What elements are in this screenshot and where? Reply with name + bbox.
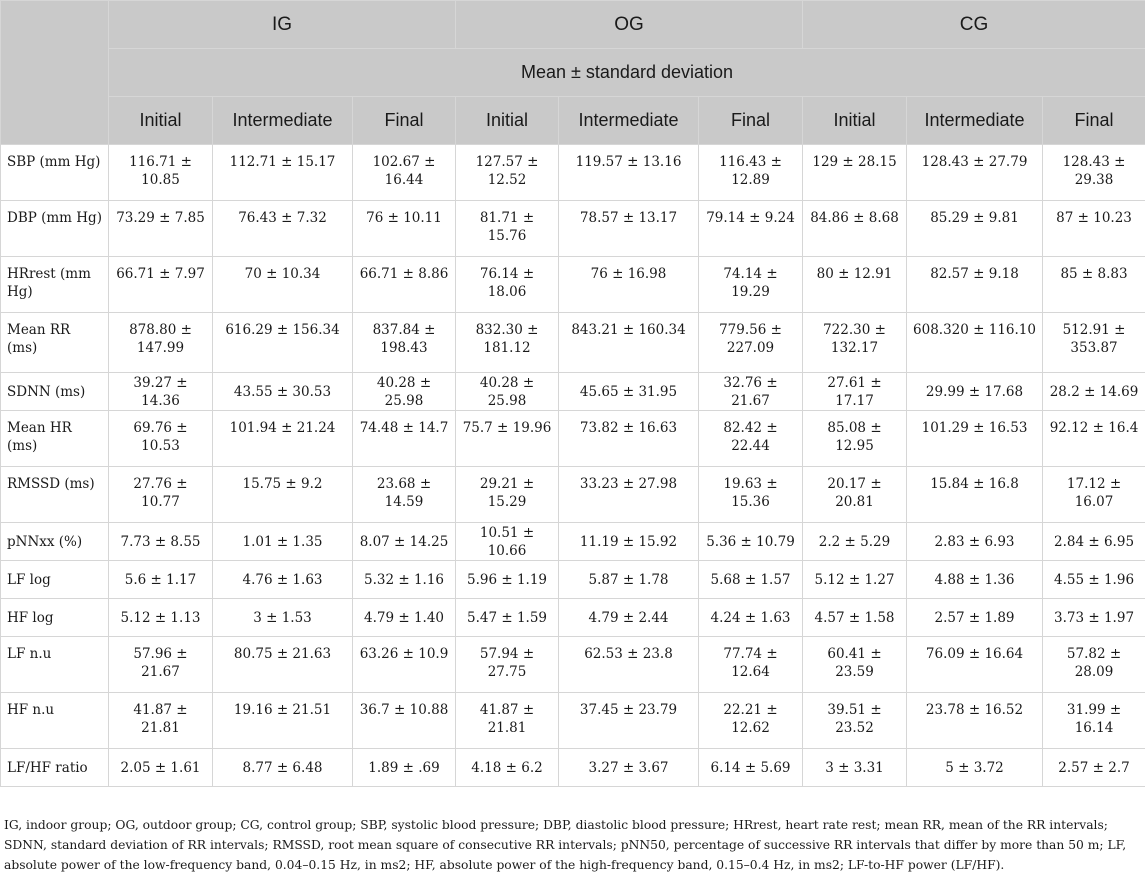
table-row: [1, 693, 1145, 749]
value-cell: 5.87 ± 1.78: [559, 561, 699, 599]
row-label: DBP (mm Hg): [1, 201, 109, 257]
value-cell: 1.89 ± .69: [353, 749, 456, 787]
subheader-mean-sd: Mean ± standard deviation: [109, 49, 1145, 97]
row-label: HF n.u: [1, 693, 109, 749]
value-cell: 128.43 ± 29.38: [1043, 145, 1145, 201]
table-row: [1, 561, 1145, 599]
value-cell: 22.21 ± 12.62: [699, 693, 803, 749]
value-cell: 62.53 ± 23.8: [559, 637, 699, 693]
value-cell: 832.30 ± 181.12: [456, 313, 559, 373]
col-header-final: Final: [1043, 97, 1145, 145]
row-label: LF log: [1, 561, 109, 599]
value-cell: 57.82 ± 28.09: [1043, 637, 1145, 693]
table-row: [1, 467, 1145, 523]
value-cell: 101.94 ± 21.24: [213, 411, 353, 467]
value-cell: 45.65 ± 31.95: [559, 373, 699, 411]
table-row: [1, 523, 1145, 561]
value-cell: 4.79 ± 2.44: [559, 599, 699, 637]
value-cell: 5.96 ± 1.19: [456, 561, 559, 599]
value-cell: 2.05 ± 1.61: [109, 749, 213, 787]
value-cell: 36.7 ± 10.88: [353, 693, 456, 749]
value-cell: 4.24 ± 1.63: [699, 599, 803, 637]
value-cell: 3.27 ± 3.67: [559, 749, 699, 787]
value-cell: 27.61 ± 17.17: [803, 373, 907, 411]
value-cell: 129 ± 28.15: [803, 145, 907, 201]
row-label: HRrest (mm Hg): [1, 257, 109, 313]
value-cell: 27.76 ± 10.77: [109, 467, 213, 523]
value-cell: 8.77 ± 6.48: [213, 749, 353, 787]
value-cell: 19.16 ± 21.51: [213, 693, 353, 749]
value-cell: 66.71 ± 7.97: [109, 257, 213, 313]
value-cell: 79.14 ± 9.24: [699, 201, 803, 257]
col-header-initial: Initial: [109, 97, 213, 145]
table-row: [1, 599, 1145, 637]
group-header-cg: CG: [803, 1, 1145, 49]
value-cell: 4.18 ± 6.2: [456, 749, 559, 787]
row-label: Mean HR (ms): [1, 411, 109, 467]
value-cell: 5.47 ± 1.59: [456, 599, 559, 637]
value-cell: 837.84 ± 198.43: [353, 313, 456, 373]
col-header-initial: Initial: [456, 97, 559, 145]
value-cell: 4.76 ± 1.63: [213, 561, 353, 599]
col-header-intermediate: Intermediate: [907, 97, 1043, 145]
value-cell: 57.96 ± 21.67: [109, 637, 213, 693]
row-label: pNNxx (%): [1, 523, 109, 561]
value-cell: 39.27 ± 14.36: [109, 373, 213, 411]
value-cell: 843.21 ± 160.34: [559, 313, 699, 373]
value-cell: 31.99 ± 16.14: [1043, 693, 1145, 749]
value-cell: 20.17 ± 20.81: [803, 467, 907, 523]
value-cell: 2.57 ± 1.89: [907, 599, 1043, 637]
value-cell: 80.75 ± 21.63: [213, 637, 353, 693]
value-cell: 2.83 ± 6.93: [907, 523, 1043, 561]
value-cell: 2.57 ± 2.7: [1043, 749, 1145, 787]
value-cell: 5.12 ± 1.13: [109, 599, 213, 637]
table-row: [1, 749, 1145, 787]
value-cell: 73.82 ± 16.63: [559, 411, 699, 467]
value-cell: 81.71 ± 15.76: [456, 201, 559, 257]
row-label: LF/HF ratio: [1, 749, 109, 787]
value-cell: 3 ± 3.31: [803, 749, 907, 787]
value-cell: 4.88 ± 1.36: [907, 561, 1043, 599]
value-cell: 28.2 ± 14.69: [1043, 373, 1145, 411]
value-cell: 63.26 ± 10.9: [353, 637, 456, 693]
value-cell: 32.76 ± 21.67: [699, 373, 803, 411]
value-cell: 41.87 ± 21.81: [456, 693, 559, 749]
value-cell: 66.71 ± 8.86: [353, 257, 456, 313]
value-cell: 112.71 ± 15.17: [213, 145, 353, 201]
value-cell: 37.45 ± 23.79: [559, 693, 699, 749]
value-cell: 4.57 ± 1.58: [803, 599, 907, 637]
value-cell: 4.79 ± 1.40: [353, 599, 456, 637]
value-cell: 1.01 ± 1.35: [213, 523, 353, 561]
value-cell: 85.08 ± 12.95: [803, 411, 907, 467]
value-cell: 76.14 ± 18.06: [456, 257, 559, 313]
value-cell: 3 ± 1.53: [213, 599, 353, 637]
value-cell: 15.84 ± 16.8: [907, 467, 1043, 523]
value-cell: 11.19 ± 15.92: [559, 523, 699, 561]
value-cell: 878.80 ± 147.99: [109, 313, 213, 373]
value-cell: 5.6 ± 1.17: [109, 561, 213, 599]
value-cell: 5.68 ± 1.57: [699, 561, 803, 599]
value-cell: 78.57 ± 13.17: [559, 201, 699, 257]
value-cell: 7.73 ± 8.55: [109, 523, 213, 561]
row-label: SDNN (ms): [1, 373, 109, 411]
value-cell: 5.12 ± 1.27: [803, 561, 907, 599]
table-row: [1, 313, 1145, 373]
col-header-intermediate: Intermediate: [213, 97, 353, 145]
value-cell: 43.55 ± 30.53: [213, 373, 353, 411]
value-cell: 87 ± 10.23: [1043, 201, 1145, 257]
value-cell: 102.67 ± 16.44: [353, 145, 456, 201]
value-cell: 4.55 ± 1.96: [1043, 561, 1145, 599]
value-cell: 41.87 ± 21.81: [109, 693, 213, 749]
value-cell: 2.84 ± 6.95: [1043, 523, 1145, 561]
value-cell: 57.94 ± 27.75: [456, 637, 559, 693]
col-header-final: Final: [699, 97, 803, 145]
value-cell: 73.29 ± 7.85: [109, 201, 213, 257]
col-header-intermediate: Intermediate: [559, 97, 699, 145]
value-cell: 82.57 ± 9.18: [907, 257, 1043, 313]
value-cell: 8.07 ± 14.25: [353, 523, 456, 561]
value-cell: 128.43 ± 27.79: [907, 145, 1043, 201]
value-cell: 119.57 ± 13.16: [559, 145, 699, 201]
value-cell: 116.71 ± 10.85: [109, 145, 213, 201]
value-cell: 76 ± 10.11: [353, 201, 456, 257]
table-row: [1, 411, 1145, 467]
value-cell: 74.48 ± 14.7: [353, 411, 456, 467]
table-row: [1, 201, 1145, 257]
value-cell: 29.21 ± 15.29: [456, 467, 559, 523]
table-footnote: IG, indoor group; OG, outdoor group; CG, control group; SBP, systolic blood pressure; DBP, diastolic blood pressure; HRrest, heart rate rest; mean RR, mean of the RR intervals; SDNN, standard deviation of RR intervals; RMSSD, root mean square of consecutive RR intervals; pNN50, percentage of successive RR intervals that differ by more than 50 m; LF, absolute power of the low-frequency band, 0.04–0.15 Hz, in ms2; HF, absolute power of the high-frequency band, 0.15–0.4 Hz, in ms2; LF-to-HF power (LF/HF).: [4, 818, 1127, 872]
value-cell: 92.12 ± 16.4: [1043, 411, 1145, 467]
value-cell: 39.51 ± 23.52: [803, 693, 907, 749]
value-cell: 75.7 ± 19.96: [456, 411, 559, 467]
table-row: [1, 373, 1145, 411]
row-label: Mean RR (ms): [1, 313, 109, 373]
value-cell: 84.86 ± 8.68: [803, 201, 907, 257]
table-row: [1, 257, 1145, 313]
value-cell: 76.09 ± 16.64: [907, 637, 1043, 693]
value-cell: 23.68 ± 14.59: [353, 467, 456, 523]
col-header-initial: Initial: [803, 97, 907, 145]
value-cell: 85.29 ± 9.81: [907, 201, 1043, 257]
row-label: HF log: [1, 599, 109, 637]
value-cell: 5 ± 3.72: [907, 749, 1043, 787]
value-cell: 19.63 ± 15.36: [699, 467, 803, 523]
table-row: [1, 637, 1145, 693]
value-cell: 5.36 ± 10.79: [699, 523, 803, 561]
value-cell: 40.28 ± 25.98: [456, 373, 559, 411]
value-cell: 2.2 ± 5.29: [803, 523, 907, 561]
value-cell: 5.32 ± 1.16: [353, 561, 456, 599]
row-label: RMSSD (ms): [1, 467, 109, 523]
value-cell: 74.14 ± 19.29: [699, 257, 803, 313]
value-cell: 116.43 ± 12.89: [699, 145, 803, 201]
value-cell: 82.42 ± 22.44: [699, 411, 803, 467]
value-cell: 10.51 ± 10.66: [456, 523, 559, 561]
value-cell: 33.23 ± 27.98: [559, 467, 699, 523]
value-cell: 60.41 ± 23.59: [803, 637, 907, 693]
value-cell: 616.29 ± 156.34: [213, 313, 353, 373]
value-cell: 70 ± 10.34: [213, 257, 353, 313]
corner-header-cell: [1, 1, 109, 145]
value-cell: 15.75 ± 9.2: [213, 467, 353, 523]
group-header-og: OG: [456, 1, 803, 49]
value-cell: 40.28 ± 25.98: [353, 373, 456, 411]
value-cell: 779.56 ± 227.09: [699, 313, 803, 373]
value-cell: 101.29 ± 16.53: [907, 411, 1043, 467]
value-cell: 6.14 ± 5.69: [699, 749, 803, 787]
value-cell: 17.12 ± 16.07: [1043, 467, 1145, 523]
group-header-ig: IG: [109, 1, 456, 49]
value-cell: 608.320 ± 116.10: [907, 313, 1043, 373]
row-label: SBP (mm Hg): [1, 145, 109, 201]
value-cell: 77.74 ± 12.64: [699, 637, 803, 693]
value-cell: 76 ± 16.98: [559, 257, 699, 313]
value-cell: 29.99 ± 17.68: [907, 373, 1043, 411]
value-cell: 76.43 ± 7.32: [213, 201, 353, 257]
value-cell: 23.78 ± 16.52: [907, 693, 1043, 749]
row-label: LF n.u: [1, 637, 109, 693]
col-header-final: Final: [353, 97, 456, 145]
value-cell: 85 ± 8.83: [1043, 257, 1145, 313]
table-row: [1, 145, 1145, 201]
value-cell: 69.76 ± 10.53: [109, 411, 213, 467]
value-cell: 722.30 ± 132.17: [803, 313, 907, 373]
value-cell: 3.73 ± 1.97: [1043, 599, 1145, 637]
value-cell: 80 ± 12.91: [803, 257, 907, 313]
value-cell: 127.57 ± 12.52: [456, 145, 559, 201]
value-cell: 512.91 ± 353.87: [1043, 313, 1145, 373]
